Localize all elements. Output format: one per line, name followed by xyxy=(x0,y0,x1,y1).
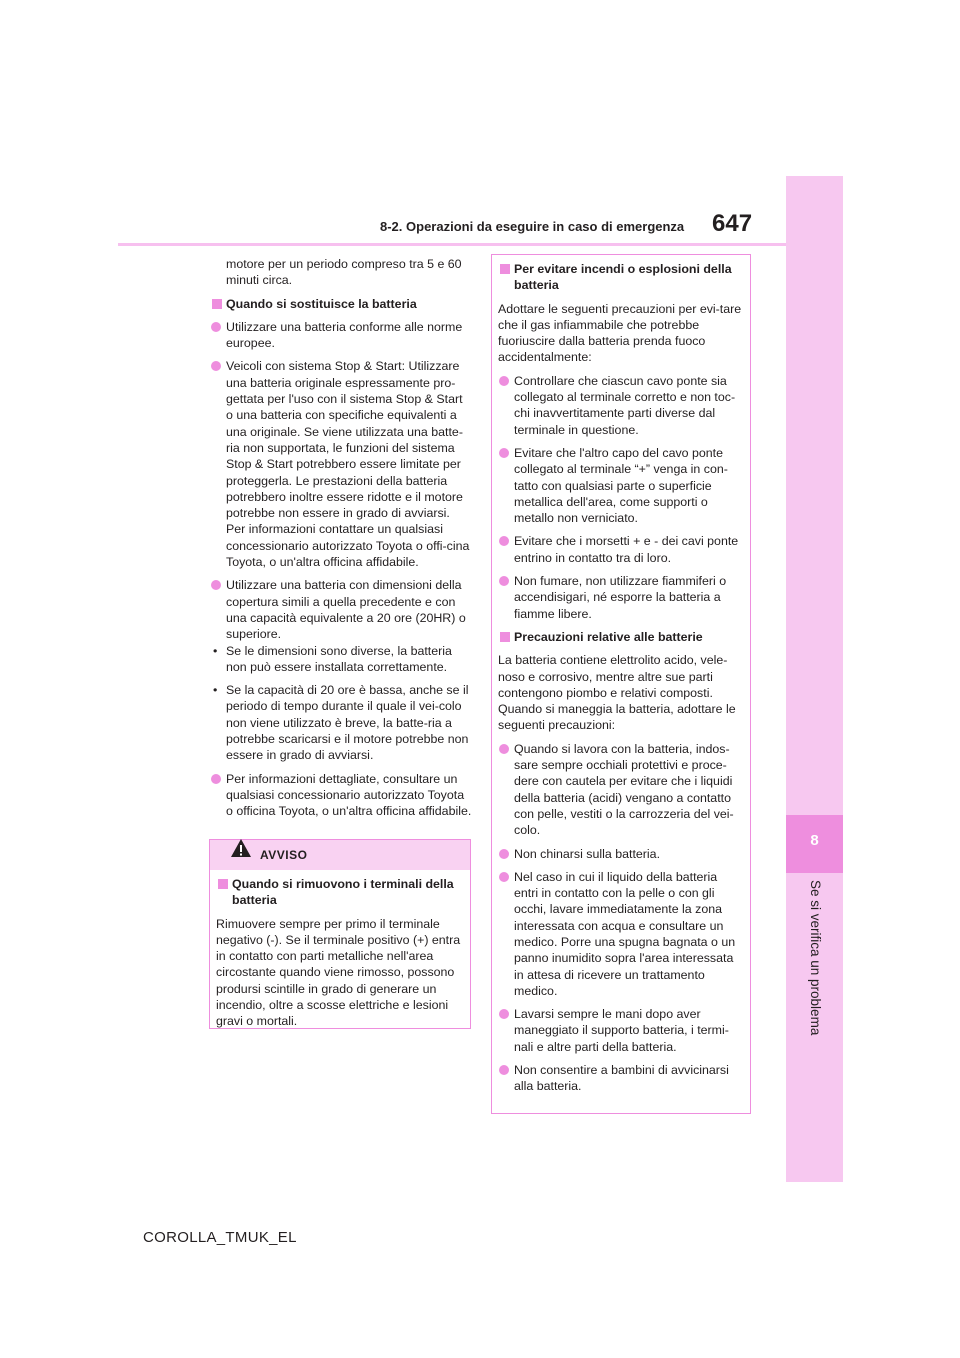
header-rule xyxy=(118,243,786,246)
chapter-label: Se si verifica un problema xyxy=(808,880,823,1036)
left-column xyxy=(210,256,472,827)
list-item: Utilizzare una batteria con dimensioni della copertura simili a quella precedente e con una capacità equivalente a 20 ore (20HR) o superiore. xyxy=(210,577,472,642)
list-item: Controllare che ciascun cavo ponte sia collegato al terminale corretto e non toc-chi inavvertitamente parti diverse dal terminale in questione. xyxy=(498,373,744,438)
section-heading: Quando si sostituisce la batteria xyxy=(210,296,472,312)
list-item: Evitare che i morsetti + e - dei cavi ponte entrino in contatto tra di loro. xyxy=(498,533,744,566)
list-item: Lavarsi sempre le mani dopo aver maneggiato il supporto batteria, i termi-nali e altre parti della batteria. xyxy=(498,1006,744,1055)
list-item: Nel caso in cui il liquido della batteria entri in contatto con la pelle o con gli occhi, lavare immediatamente la zona interessata con acqua e consultare un medico. Porre una spugna bagnata o un panno inumidito sopra l'area interessata in attesa di ricevere un trattamento medico. xyxy=(498,869,744,999)
list-item: Evitare che l'altro capo del cavo ponte collegato al terminale “+” venga in con-tatto con qualsiasi parte o superficie metallica dell'area, come supporti o metallo non verniciato. xyxy=(498,445,744,526)
page-number: 647 xyxy=(712,210,753,237)
warning-content xyxy=(210,870,470,1030)
list-item: Non consentire a bambini di avvicinarsi alla batteria. xyxy=(498,1062,744,1095)
list-item: Non chinarsi sulla batteria. xyxy=(498,846,744,862)
model-code: COROLLA_TMUK_EL xyxy=(143,1229,297,1246)
caution-heading: Precauzioni relative alle batterie xyxy=(498,629,744,645)
caution-heading: Per evitare incendi o esplosioni della batteria xyxy=(498,261,744,294)
list-item: Per informazioni dettagliate, consultare un qualsiasi concessionario autorizzato Toyota o officina Toyota, o un'altra officina affidabile. xyxy=(210,771,472,820)
sub-list-item: • Se la capacità di 20 ore è bassa, anche se il periodo di tempo durante il quale il vei-colo non viene utilizzato è breve, la batte-ria a potrebbe scaricarsi e il motore potrebbe non essere in grado di avviarsi. xyxy=(210,682,472,763)
list-item: Quando si lavora con la batteria, indos-sare sempre occhiali protettivi e proce-dere con cautela per evitare che i liquidi della batteria (acidi) vengano a contatto con pelle, vestiti o la carrozzeria del vei-colo. xyxy=(498,741,744,839)
warning-box xyxy=(209,839,471,1029)
warning-triangle-icon xyxy=(230,838,252,858)
caution-box xyxy=(491,254,751,1114)
warning-label: AVVISO xyxy=(260,848,308,862)
chapter-number: 8 xyxy=(786,815,843,873)
list-item: Non fumare, non utilizzare fiammiferi o accendisigari, né esporre la batteria a fiamme libere. xyxy=(498,573,744,622)
intro-text: motore per un periodo compreso tra 5 e 60 minuti circa. xyxy=(226,257,462,288)
caution-paragraph: Adottare le seguenti precauzioni per evi-tare che il gas infiammabile che potrebbe fuoriuscire dalla batteria prenda fuoco accidentalmente: xyxy=(498,301,742,365)
sub-list-item: • Se le dimensioni sono diverse, la batteria non può essere installata correttamente. xyxy=(210,643,472,676)
list-item: Veicoli con sistema Stop & Start: Utilizzare una batteria originale espressamente pro-gettata per l'uso con il sistema Stop & Start o una batteria con specifiche equivalenti a una originale. Se viene utilizzata una batte-ria non supportata, le funzioni del sistema Stop & Start potrebbero essere limitate per proteggerla. Le prestazioni della batteria potrebbero inoltre essere ridotte e il motore potrebbe non essere in grado di avviarsi. Per informazioni contattare un qualsiasi concessionario autorizzato Toyota o offi-cina Toyota, o un'altra officina affidabile. xyxy=(210,358,472,570)
warning-body: Rimuovere sempre per primo il terminale negativo (-). Se il terminale positivo (+) entra in contatto con parti metalliche nell'area circostante quando viene rimosso, possono prodursi scintille in grado di generare un incendio, oltre a scosse elettriche e lesioni gravi o mortali. xyxy=(216,916,461,1029)
caution-content xyxy=(492,255,750,1095)
section-title: 8-2. Operazioni da eseguire in caso di emergenza xyxy=(380,219,685,234)
list-item: Utilizzare una batteria conforme alle norme europee. xyxy=(210,319,472,352)
caution-paragraph: La batteria contiene elettrolito acido, vele-noso e corrosivo, mentre altre sue parti contengono piombo e relativi composti. Quando si maneggia la batteria, adottare le seguenti precauzioni: xyxy=(498,653,736,733)
warning-heading: Quando si rimuovono i terminali della batteria xyxy=(216,876,464,909)
